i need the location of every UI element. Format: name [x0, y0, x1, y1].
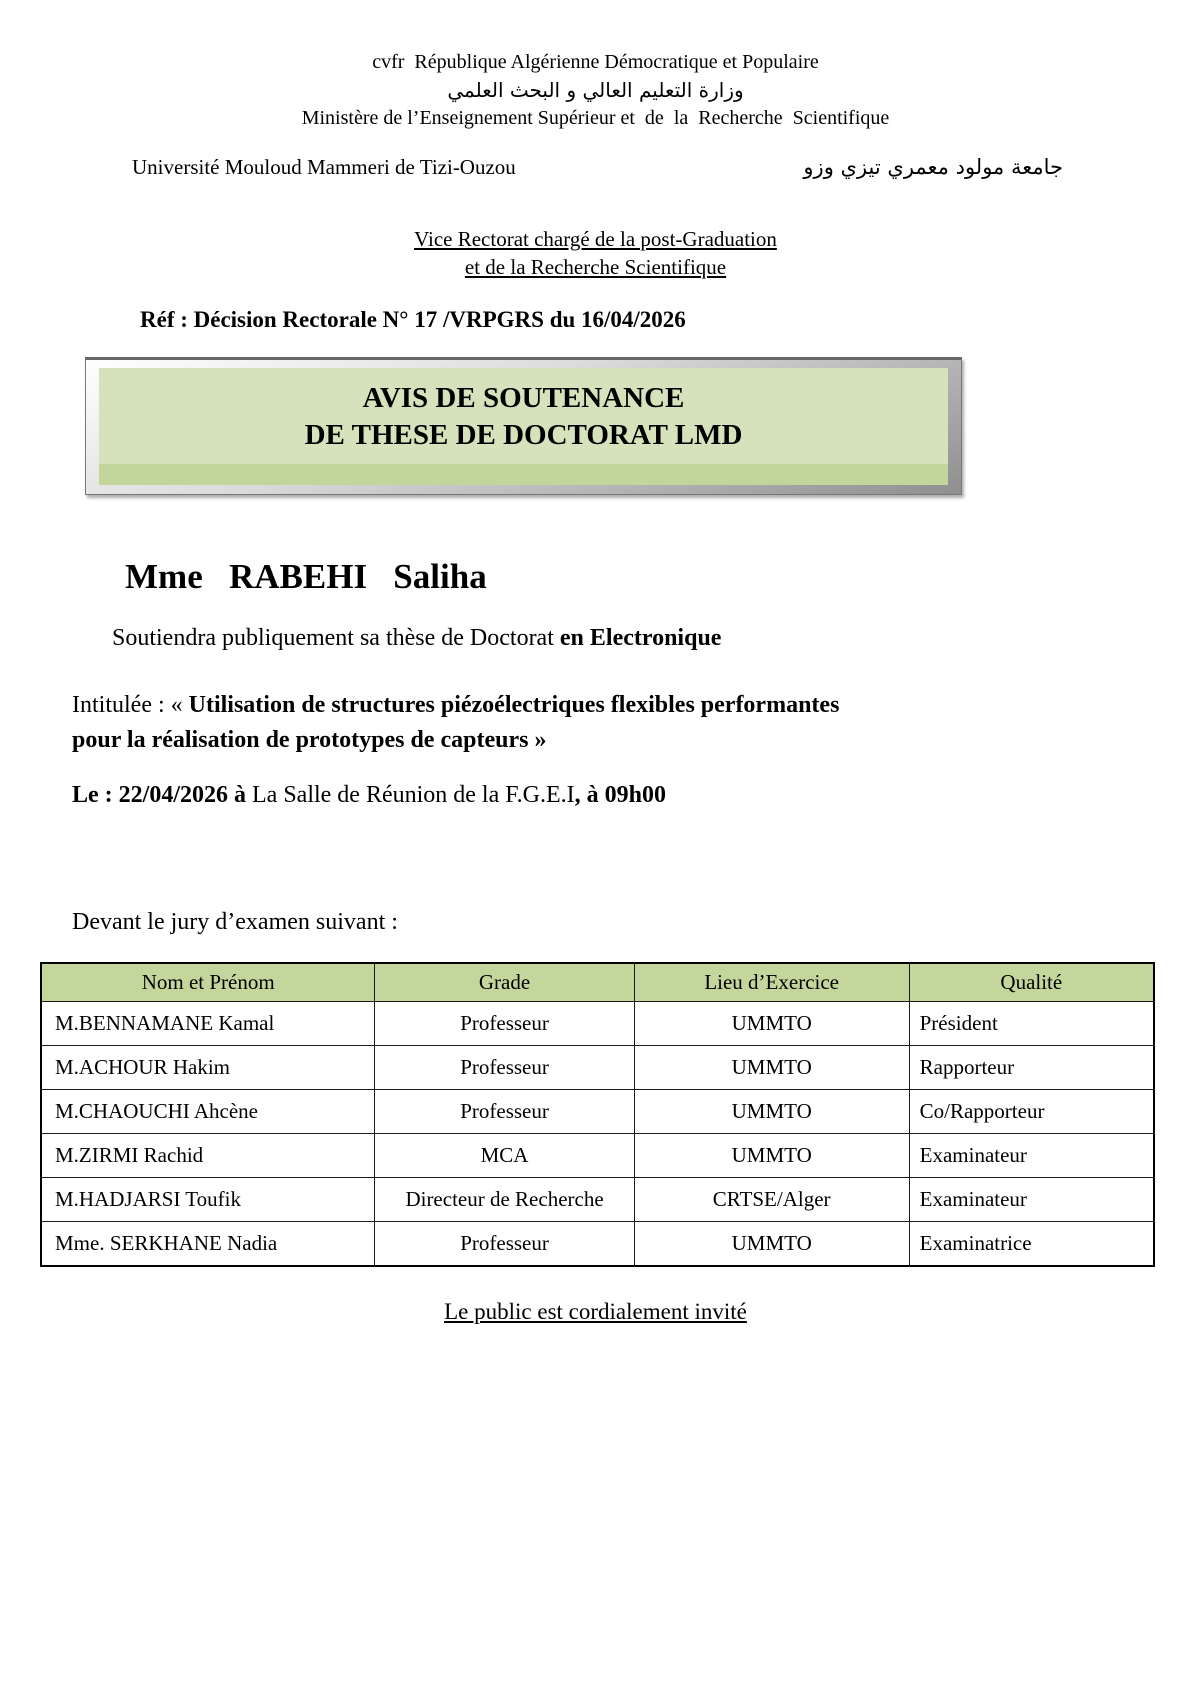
- member-grade: MCA: [375, 1134, 634, 1178]
- notice-banner: [85, 357, 962, 495]
- defense-field: en Electronique: [559, 625, 722, 651]
- table-row: [41, 1134, 1154, 1178]
- defense-date: Le : 22/04/2026 à: [72, 782, 252, 808]
- jury-table: [40, 962, 1155, 1267]
- member-location: UMMTO: [634, 1002, 909, 1046]
- ministry-arabic-line: وزارة التعليم العالي و البحث العلمي: [447, 78, 744, 102]
- header-grade: Grade: [375, 963, 634, 1002]
- member-grade: Directeur de Recherche: [375, 1178, 634, 1222]
- university-name-arabic: جامعة مولود معمري تيزي وزو: [803, 155, 1063, 179]
- thesis-title-line: [72, 688, 882, 758]
- member-location: UMMTO: [634, 1134, 909, 1178]
- member-location: CRTSE/Alger: [634, 1178, 909, 1222]
- jury-intro-line: Devant le jury d’examen suivant :: [72, 909, 398, 935]
- member-name: M.ZIRMI Rachid: [41, 1134, 375, 1178]
- member-name: M.HADJARSI Toufik: [41, 1178, 375, 1222]
- banner-title-line2: DE THESE DE DOCTORAT LMD: [304, 419, 743, 451]
- vice-rectorat-block: [0, 225, 1191, 281]
- member-grade: Professeur: [375, 1046, 634, 1090]
- reference-line: Réf : Décision Rectorale N° 17 /VRPGRS du 16/04/2026: [140, 307, 686, 332]
- document-header: [0, 0, 1191, 132]
- thesis-title: Utilisation de structures piézoélectriques flexibles performantes pour la réalisation de prototypes de capteurs »: [72, 692, 840, 753]
- header-lieu-exercice: Lieu d’Exercice: [634, 963, 909, 1002]
- member-role: Co/Rapporteur: [909, 1090, 1154, 1134]
- date-venue-line: [72, 782, 1191, 809]
- member-name: M.ACHOUR Hakim: [41, 1046, 375, 1090]
- table-row: [41, 1222, 1154, 1267]
- university-name-french: Université Mouloud Mammeri de Tizi-Ouzou: [132, 155, 516, 179]
- header-qualite: Qualité: [909, 963, 1154, 1002]
- member-location: UMMTO: [634, 1090, 909, 1134]
- member-name: M.BENNAMANE Kamal: [41, 1002, 375, 1046]
- banner-title-line1: AVIS DE SOUTENANCE: [362, 382, 685, 414]
- member-name: Mme. SERKHANE Nadia: [41, 1222, 375, 1267]
- header-nom-prenom: Nom et Prénom: [41, 963, 375, 1002]
- member-grade: Professeur: [375, 1090, 634, 1134]
- thesis-title-label: Intitulée : «: [72, 692, 189, 718]
- member-name: M.CHAOUCHI Ahcène: [41, 1090, 375, 1134]
- university-row: [0, 155, 1191, 180]
- vice-rectorat-line2: et de la Recherche Scientifique: [464, 255, 727, 279]
- public-invitation-line: Le public est cordialement invité: [444, 1299, 747, 1324]
- ministry-french-line: Ministère de l’Enseignement Supérieur et de la Recherche Scientifique: [301, 107, 890, 129]
- table-row: [41, 1178, 1154, 1222]
- member-role: Examinatrice: [909, 1222, 1154, 1267]
- member-role: Président: [909, 1002, 1154, 1046]
- vice-rectorat-line1: Vice Rectorat chargé de la post-Graduation: [414, 227, 777, 251]
- member-role: Rapporteur: [909, 1046, 1154, 1090]
- member-location: UMMTO: [634, 1046, 909, 1090]
- candidate-name: Mme RABEHI Saliha: [125, 557, 487, 596]
- member-grade: Professeur: [375, 1002, 634, 1046]
- member-role: Examinateur: [909, 1178, 1154, 1222]
- defense-line: [112, 625, 1191, 652]
- table-row: [41, 1046, 1154, 1090]
- banner-bottom-strip: [99, 464, 948, 485]
- jury-table-header-row: [41, 963, 1154, 1002]
- notice-banner-title: [99, 368, 948, 464]
- defense-text: Soutiendra publiquement sa thèse de Doctorat: [112, 625, 560, 651]
- member-grade: Professeur: [375, 1222, 634, 1267]
- table-row: [41, 1090, 1154, 1134]
- defense-venue: La Salle de Réunion de la F.G.E.I: [252, 782, 575, 808]
- table-row: [41, 1002, 1154, 1046]
- republic-line: cvfr République Algérienne Démocratique et Populaire: [372, 51, 819, 73]
- member-role: Examinateur: [909, 1134, 1154, 1178]
- member-location: UMMTO: [634, 1222, 909, 1267]
- defense-time: , à 09h00: [574, 782, 667, 808]
